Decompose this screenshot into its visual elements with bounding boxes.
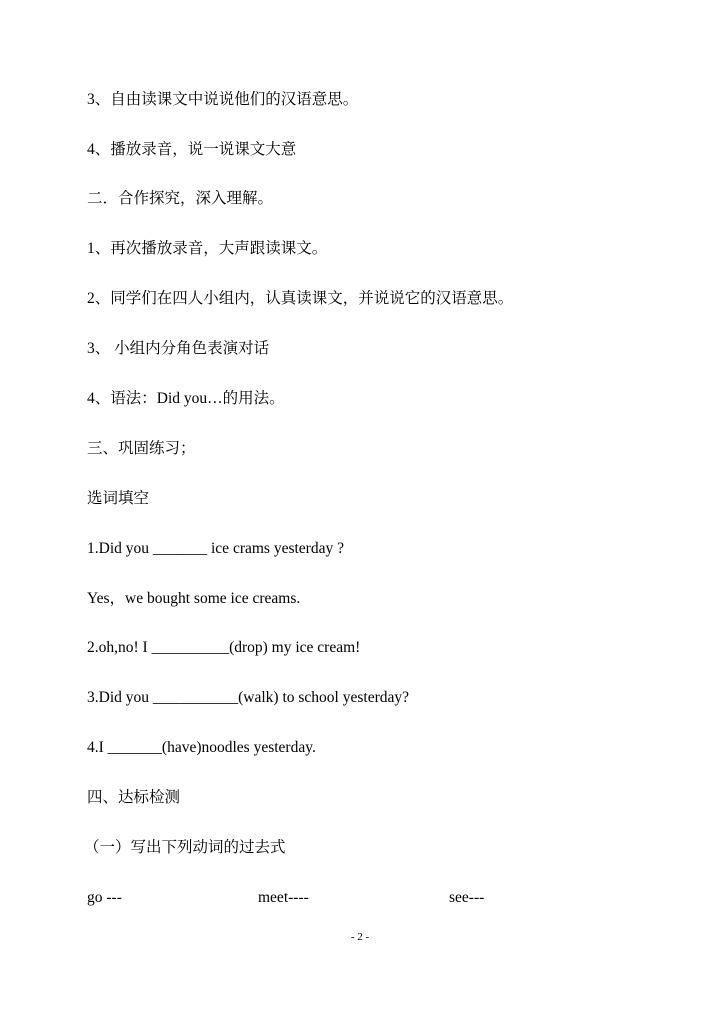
text-line: 4、播放录音，说一说课文大意 — [87, 141, 297, 158]
verb-item-go: go --- — [87, 889, 122, 906]
text-line: 2、同学们在四人小组内，认真读课文，并说说它的汉语意思。 — [87, 290, 514, 307]
section-heading: 四、达标检测 — [87, 789, 181, 806]
text-line: 3、自由读课文中说说他们的汉语意思。 — [87, 91, 359, 108]
exercise-answer: Yes，we bought some ice creams. — [87, 590, 301, 607]
section-heading: 二．合作探究，深入理解。 — [87, 190, 274, 207]
section-heading: 三、巩固练习； — [87, 440, 196, 457]
page-number: - 2 - — [350, 931, 370, 943]
exercise-title: 选词填空 — [87, 490, 150, 507]
verb-item-meet: meet---- — [258, 889, 309, 906]
text-line: 3、 小组内分角色表演对话 — [87, 340, 270, 357]
verb-item-see: see--- — [449, 889, 485, 906]
text-line: 1、再次播放录音，大声跟读课文。 — [87, 240, 328, 257]
exercise-item: 2.oh,no! I __________(drop) my ice cream! — [87, 639, 361, 656]
exercise-item: 4.I _______(have)noodles yesterday. — [87, 739, 316, 756]
subsection-heading: （一）写出下列动词的过去式 — [84, 839, 286, 856]
exercise-item: 1.Did you _______ ice crams yesterday ? — [87, 540, 344, 557]
text-line: 4、语法：Did you…的用法。 — [87, 390, 285, 407]
exercise-item: 3.Did you ___________(walk) to school yesterday? — [87, 689, 409, 706]
